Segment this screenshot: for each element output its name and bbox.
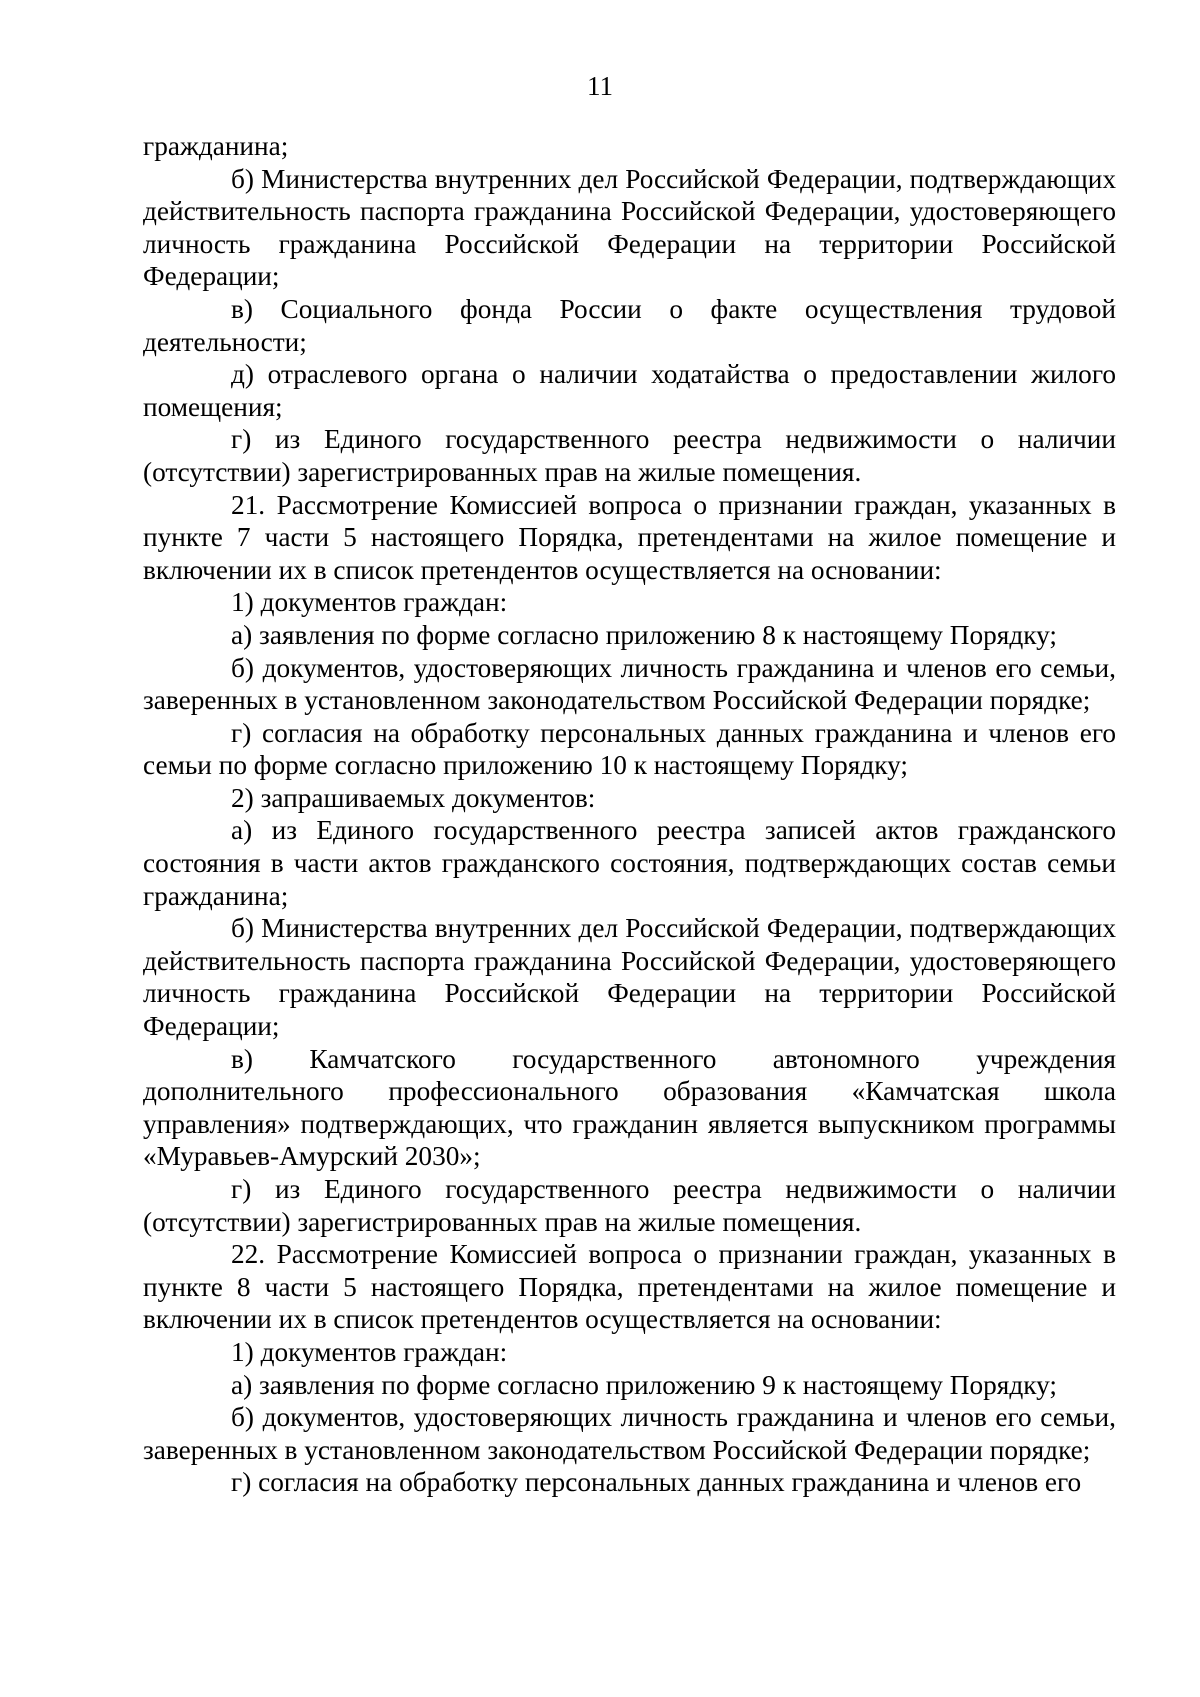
paragraph: гражданина; — [143, 131, 289, 161]
paragraph: г) из Единого государственного реестра недвижимости о наличии (отсутствии) зарегистрированных прав на жилые помещения. — [143, 424, 1116, 487]
paragraph: а) из Единого государственного реестра записей актов гражданского состояния в части актов гражданского состояния, подтверждающих состав семьи гражданина; — [143, 815, 1116, 911]
paragraph: 22. Рассмотрение Комиссией вопроса о признании граждан, указанных в пункте 8 части 5 настоящего Порядка, претендентами на жилое помещение и включении их в список претендентов осуществляется на основании: — [143, 1239, 1116, 1335]
paragraph: б) Министерства внутренних дел Российской Федерации, подтверждающих действительность паспорта гражданина Российской Федерации, удостоверяющего личность гражданина Российской Федерации на территории Российской Федерации; — [143, 913, 1116, 1042]
paragraph: г) из Единого государственного реестра недвижимости о наличии (отсутствии) зарегистрированных прав на жилые помещения. — [143, 1174, 1116, 1237]
paragraph: г) согласия на обработку персональных данных гражданина и членов его семьи по форме согласно приложению 10 к настоящему Порядку; — [143, 717, 1116, 781]
document-body — [143, 130, 1116, 1499]
paragraph: а) заявления по форме согласно приложению 9 к настоящему Порядку; — [231, 1369, 1057, 1400]
paragraph: в) Социального фонда России о факте осуществления трудовой деятельности; — [143, 293, 1116, 357]
paragraph: 21. Рассмотрение Комиссией вопроса о признании граждан, указанных в пункте 7 части 5 настоящего Порядка, претендентами на жилое помещение и включении их в список претендентов осуществляется на основании: — [143, 489, 1116, 585]
paragraph: в) Камчатского государственного автономного учреждения дополнительного профессионального образования «Камчатская школа управления» подтверждающих, что гражданин является выпускником программы «Муравьев-Амурский 2030»; — [143, 1043, 1116, 1172]
paragraph: б) Министерства внутренних дел Российской Федерации, подтверждающих действительность паспорта гражданина Российской Федерации, удостоверяющего личность гражданина Российской Федерации на территории Российской Федерации; — [143, 163, 1116, 292]
paragraph: 1) документов граждан: — [231, 587, 508, 618]
paragraph: 2) запрашиваемых документов: — [231, 782, 596, 813]
paragraph: д) отраслевого органа о наличии ходатайства о предоставлении жилого помещения; — [143, 359, 1116, 422]
paragraph: б) документов, удостоверяющих личность гражданина и членов его семьи, заверенных в установленном законодательством Российской Федерации порядке; — [143, 1402, 1116, 1465]
paragraph: б) документов, удостоверяющих личность гражданина и членов его семьи, заверенных в установленном законодательством Российской Федерации порядке; — [143, 652, 1116, 716]
paragraph: г) согласия на обработку персональных данных гражданина и членов его — [231, 1467, 1082, 1498]
page-number: 11 — [587, 71, 613, 101]
paragraph: 1) документов граждан: — [231, 1336, 508, 1367]
paragraph: а) заявления по форме согласно приложению 8 к настоящему Порядку; — [231, 619, 1057, 650]
